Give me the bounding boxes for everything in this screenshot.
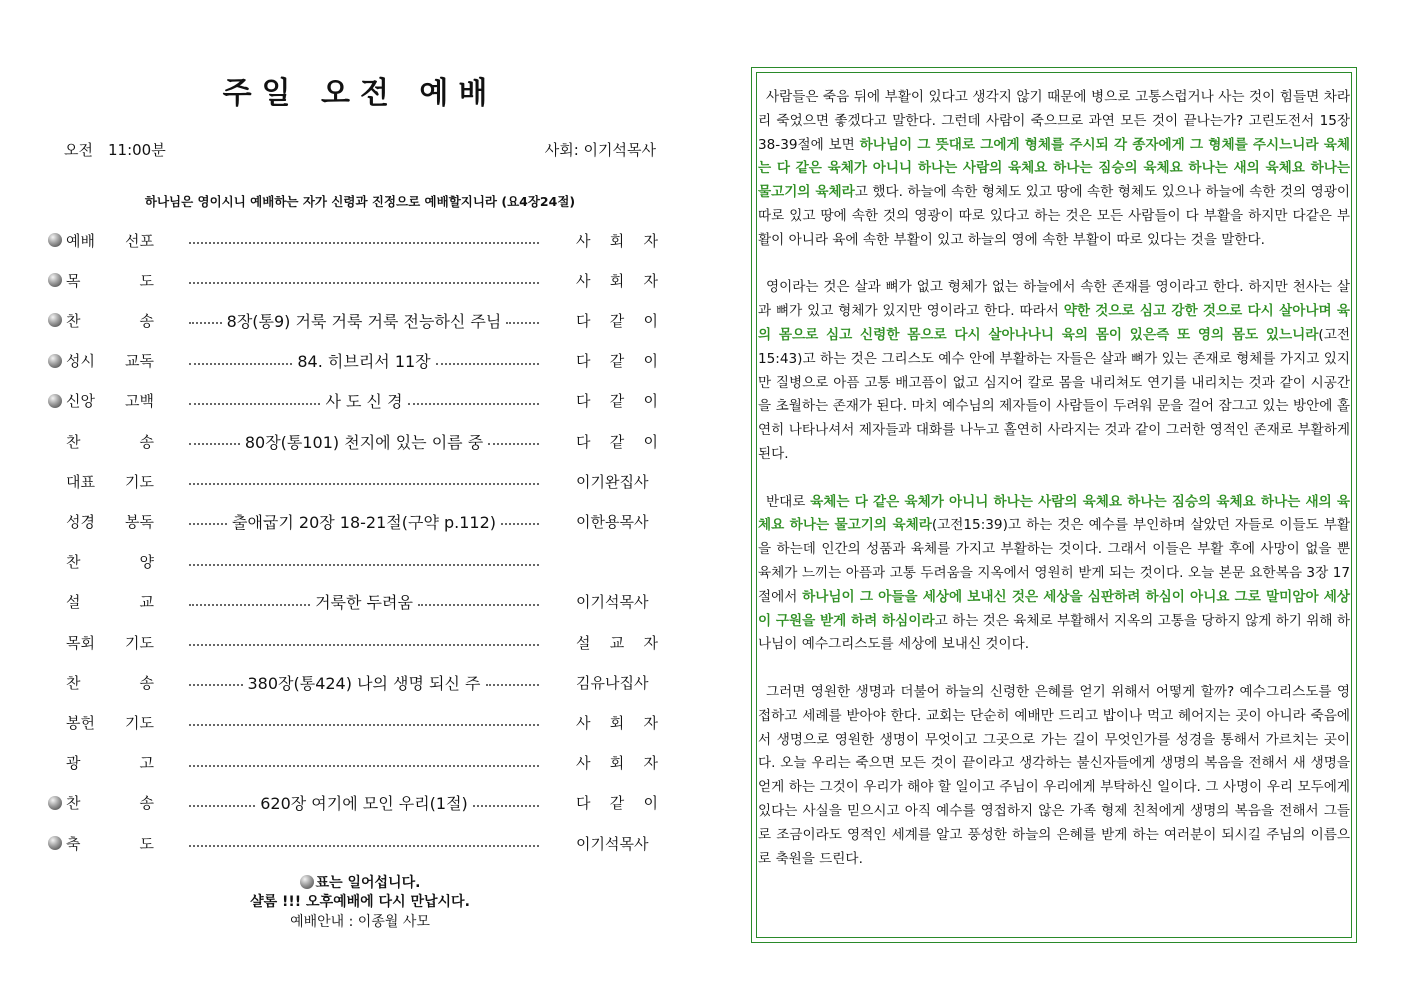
order-item-content: 출애굽기 20장 18-21절(구약 p.112) [231, 512, 497, 532]
order-item-responsible: 사 회 자 [576, 231, 658, 250]
order-item-name: 신앙 고백 [66, 392, 154, 411]
order-row [40, 589, 680, 615]
leader-dots [189, 523, 227, 525]
sermon-run: 반대로 [766, 493, 811, 510]
order-item-leader [186, 629, 542, 655]
leader-dots [189, 322, 222, 324]
order-row [40, 549, 680, 575]
theme-verse: 하나님은 영이시니 예배하는 자가 신령과 진정으로 예배할지니라 (요4장24절) [144, 194, 576, 209]
scripture-quote: 하나님이 그 아들을 세상에 보내신 것은 세상을 심판하려 하심이 아니요 그로 말미암아 세상이 구원을 받게 하려 하심이라 [758, 588, 1351, 629]
order-item-responsible: 사 회 자 [576, 754, 658, 773]
leader-dots [189, 564, 539, 566]
order-row [40, 468, 680, 494]
leader-dots [418, 604, 539, 606]
order-row [40, 629, 680, 655]
leader-dots [189, 724, 539, 726]
order-row [40, 307, 680, 333]
sermon-text [758, 86, 1350, 895]
sermon-paragraph [758, 276, 1350, 466]
leader-dots [189, 403, 320, 405]
order-item-name: 봉헌 기도 [66, 713, 154, 732]
order-item-leader [186, 388, 542, 414]
order-item-leader [186, 348, 542, 374]
order-item-responsible: 이한용목사 [576, 512, 649, 531]
order-item-responsible: 이기석목사 [576, 834, 649, 853]
order-item-content: 84. 히브리서 11장 [297, 352, 431, 372]
leader-dots [486, 684, 540, 686]
order-row [40, 790, 680, 816]
page-title: 주일 오전 예배 [222, 76, 498, 111]
standing-bullet-icon [48, 273, 62, 287]
order-item-name: 목 도 [66, 271, 154, 290]
standing-bullet-icon [48, 354, 62, 368]
standing-bullet-icon [48, 313, 62, 327]
order-item-leader [186, 468, 542, 494]
standing-bullet-icon [48, 394, 62, 408]
order-row [40, 709, 680, 735]
sermon-run: 영이라는 것은 살과 뼈가 없고 형체가 없는 하늘에서 속한 존재를 영이라고 한다. 하지만 천사는 살과 뼈가 있고 형체가 있지만 영이라고 한다. 따라서 [758, 279, 1350, 320]
guide-note: 예배안내 : 이종월 사모 [290, 914, 430, 930]
leader-dots [189, 483, 539, 485]
order-item-name: 설 교 [66, 593, 154, 612]
order-item-responsible: 이기완집사 [576, 472, 649, 491]
order-item-name: 대표 기도 [66, 472, 154, 491]
order-row [40, 388, 680, 414]
order-item-leader [186, 428, 542, 454]
order-row [40, 669, 680, 695]
order-item-name: 광 고 [66, 754, 154, 773]
order-item-leader [186, 709, 542, 735]
order-item-leader [186, 750, 542, 776]
sermon-run: (고전15:39)고 하는 것은 예수를 부인하며 살았던 자들로 이들도 부활을 하는데 인간의 성품과 육체를 가지고 부활하는 것이다. 그래서 이들은 부활 후에 사망이 없을 뿐 육체가 느끼는 아픔과 고통 두려움을 지옥에서 영원히 받게 되는 것이다. 오늘 본문 요한복음 3장 17절에서 [758, 517, 1350, 605]
order-item-content: 8장(통9) 거룩 거룩 거룩 전능하신 주님 [226, 311, 502, 331]
order-item-name: 찬 송 [66, 432, 154, 451]
order-item-name: 성시 교독 [66, 352, 154, 371]
leader-dots [488, 443, 539, 445]
order-item-leader [186, 508, 542, 534]
leader-dots [473, 805, 539, 807]
order-item-name: 목회 기도 [66, 633, 154, 652]
order-item-leader [186, 307, 542, 333]
leader-dots [408, 403, 539, 405]
order-item-leader [186, 267, 542, 293]
order-item-leader [186, 669, 542, 695]
scripture-quote: 육체는 다 같은 육체가 아니니 하나는 사람의 육체요 하나는 짐승의 육체요 하나는 새의 육체요 하나는 물고기의 육체라 [758, 493, 1350, 534]
order-item-name: 축 도 [66, 834, 154, 853]
sermon-run: 사람들은 죽음 뒤에 부활이 있다고 생각지 않기 때문에 병으로 고통스럽거나 사는 것이 힘들면 차라리 죽었으면 좋겠다고 말한다. 그런데 사람이 죽으므로 과연 모든 것이 끝나는가? 고린도전서 15장 38-39절에 보면 [758, 89, 1350, 153]
service-time: 오전 11:00분 [64, 141, 166, 159]
leader-dots [189, 684, 243, 686]
order-item-leader [186, 830, 542, 856]
order-item-name: 찬 송 [66, 794, 154, 813]
standing-bullet-icon [48, 836, 62, 850]
scripture-quote: 약한 것으로 심고 강한 것으로 다시 살아나며 육의 몸으로 심고 신령한 몸으로 다시 살아나나니 육의 몸이 있은즉 또 영의 몸도 있느니라 [758, 303, 1350, 343]
order-item-responsible: 설 교 자 [576, 633, 658, 652]
leader-dots [189, 443, 240, 445]
standing-bullet-icon [48, 796, 62, 810]
order-item-content: 사 도 신 경 [325, 392, 403, 412]
order-item-name: 찬 송 [66, 311, 154, 330]
order-item-content: 거룩한 두려움 [315, 593, 413, 613]
order-item-name: 성경 봉독 [66, 512, 154, 531]
order-item-responsible: 다 같 이 [576, 352, 658, 371]
order-row [40, 508, 680, 534]
worship-order-panel [40, 60, 680, 960]
order-row [40, 428, 680, 454]
leader-dots [501, 523, 539, 525]
leader-dots [189, 805, 255, 807]
order-item-responsible: 이기석목사 [576, 593, 649, 612]
order-item-responsible: 사 회 자 [576, 271, 658, 290]
leader-dots [436, 363, 539, 365]
order-item-name: 예배 선포 [66, 231, 154, 250]
order-row [40, 348, 680, 374]
sermon-paragraph [758, 86, 1350, 253]
sermon-paragraph [758, 681, 1350, 871]
order-row [40, 267, 680, 293]
leader-dots [189, 765, 539, 767]
leader-dots [189, 644, 539, 646]
order-item-leader [186, 227, 542, 253]
order-row [40, 750, 680, 776]
leader-dots [506, 322, 539, 324]
order-item-content: 620장 여기에 모인 우리(1절) [260, 794, 468, 814]
scripture-quote: 하나님이 그 뜻대로 그에게 형체를 주시되 각 종자에게 그 형체를 주시느니라 육체는 다 같은 육체가 아니니 하나는 사람의 육체요 하나는 짐승의 육체요 하나는 새의 육체요 하나는 물고기의 육체라 [758, 136, 1351, 201]
order-item-responsible: 다 같 이 [576, 311, 658, 330]
order-item-responsible: 다 같 이 [576, 432, 658, 451]
order-item-responsible: 다 같 이 [576, 794, 658, 813]
standing-bullet-icon [48, 233, 62, 247]
leader-dots [189, 282, 539, 284]
shalom-note: 샬롬 !!! 오후예배에 다시 만납시다. [250, 894, 470, 910]
order-item-leader [186, 549, 542, 575]
order-row [40, 830, 680, 856]
order-item-responsible: 다 같 이 [576, 392, 658, 411]
order-item-leader [186, 790, 542, 816]
order-item-content: 80장(통101) 천지에 있는 이름 중 [244, 432, 484, 452]
order-item-name: 찬 양 [66, 553, 154, 572]
order-item-responsible: 김유나집사 [576, 673, 649, 692]
sermon-run: 고 하는 것은 육체로 부활해서 지옥의 고통을 당하지 않게 하기 위해 하나님이 예수그리스도를 세상에 보내신 것이다. [758, 612, 1351, 653]
leader-dots [189, 363, 292, 365]
standing-note: 표는 일어섭니다. [40, 872, 680, 892]
sermon-paragraph [758, 491, 1350, 658]
service-host: 사회: 이기석목사 [544, 141, 656, 159]
sermon-run: (고전15:43)고 하는 것은 그리스도 예수 안에 부활하는 자들은 살과 뼈가 있는 존재로 형체를 가지고 있지만 질병으로 아픔 고통 배고픔이 없고 심지어 칼로 몸을 내리쳐도 연기를 내리치는 것과 같이 시공간을 초월하는 존재가 된다. 마치 예수님의 제자들이 사람들이 두려워 문을 걸어 잠그고 있는 방안에 홀연히 나타나셔서 제자들과 대화를 나누고 홀연히 사라지는 것과 같이 그러한 영적인 존재로 부활하게 된다. [758, 326, 1350, 462]
order-item-content: 380장(통424) 나의 생명 되신 주 [247, 673, 481, 693]
order-item-name: 찬 송 [66, 673, 154, 692]
order-item-responsible: 사 회 자 [576, 713, 658, 732]
order-row [40, 227, 680, 253]
leader-dots [189, 604, 310, 606]
leader-dots [189, 242, 539, 244]
sermon-panel [751, 67, 1357, 943]
standing-bullet-icon [300, 875, 314, 889]
sermon-run: 그러면 영원한 생명과 더불어 하늘의 신령한 은혜를 얻기 위해서 어떻게 할까? 예수그리스도를 영접하고 세례를 받아야 한다. 교회는 단순히 예배만 드리고 밥이나 먹고 헤어지는 곳이 아니라 죽음에서 생명으로 영원한 생명이 무엇이고 그곳으로 가는 길이 무엇인가를 성경을 통해서 가르치는 곳이다. 오늘 우리는 죽으면 모든 것이 끝이라고 생각하는 불신자들에게 생명의 복음을 전해서 새 생명을 얻게 하는 그것이 우리가 해야 할 일이고 주님이 우리에게 부탁하신 일이다. 그 사명이 우리 모두에게 있다는 사실을 믿으시고 아직 예수를 영접하지 않은 가족 형제 친척에게 생명의 복음을 전해서 그들로 조금이라도 영적인 세계를 알고 풍성한 하늘의 은혜를 받게 하는 여러분이 되시길 주님의 이름으로 축원을 드린다. [758, 683, 1350, 867]
leader-dots [189, 845, 539, 847]
sermon-run: 고 했다. 하늘에 속한 형체도 있고 땅에 속한 형체도 있으나 하늘에 속한 것의 영광이 따로 있고 땅에 속한 것의 영광이 따로 있다고 하는 것은 모든 사람들이 다 부활을 하지만 다같은 부활이 아니라 육에 속한 부활이 있고 하늘의 영에 속한 부활이 따로 있다는 것을 말한다. [758, 184, 1350, 248]
order-item-leader [186, 589, 542, 615]
